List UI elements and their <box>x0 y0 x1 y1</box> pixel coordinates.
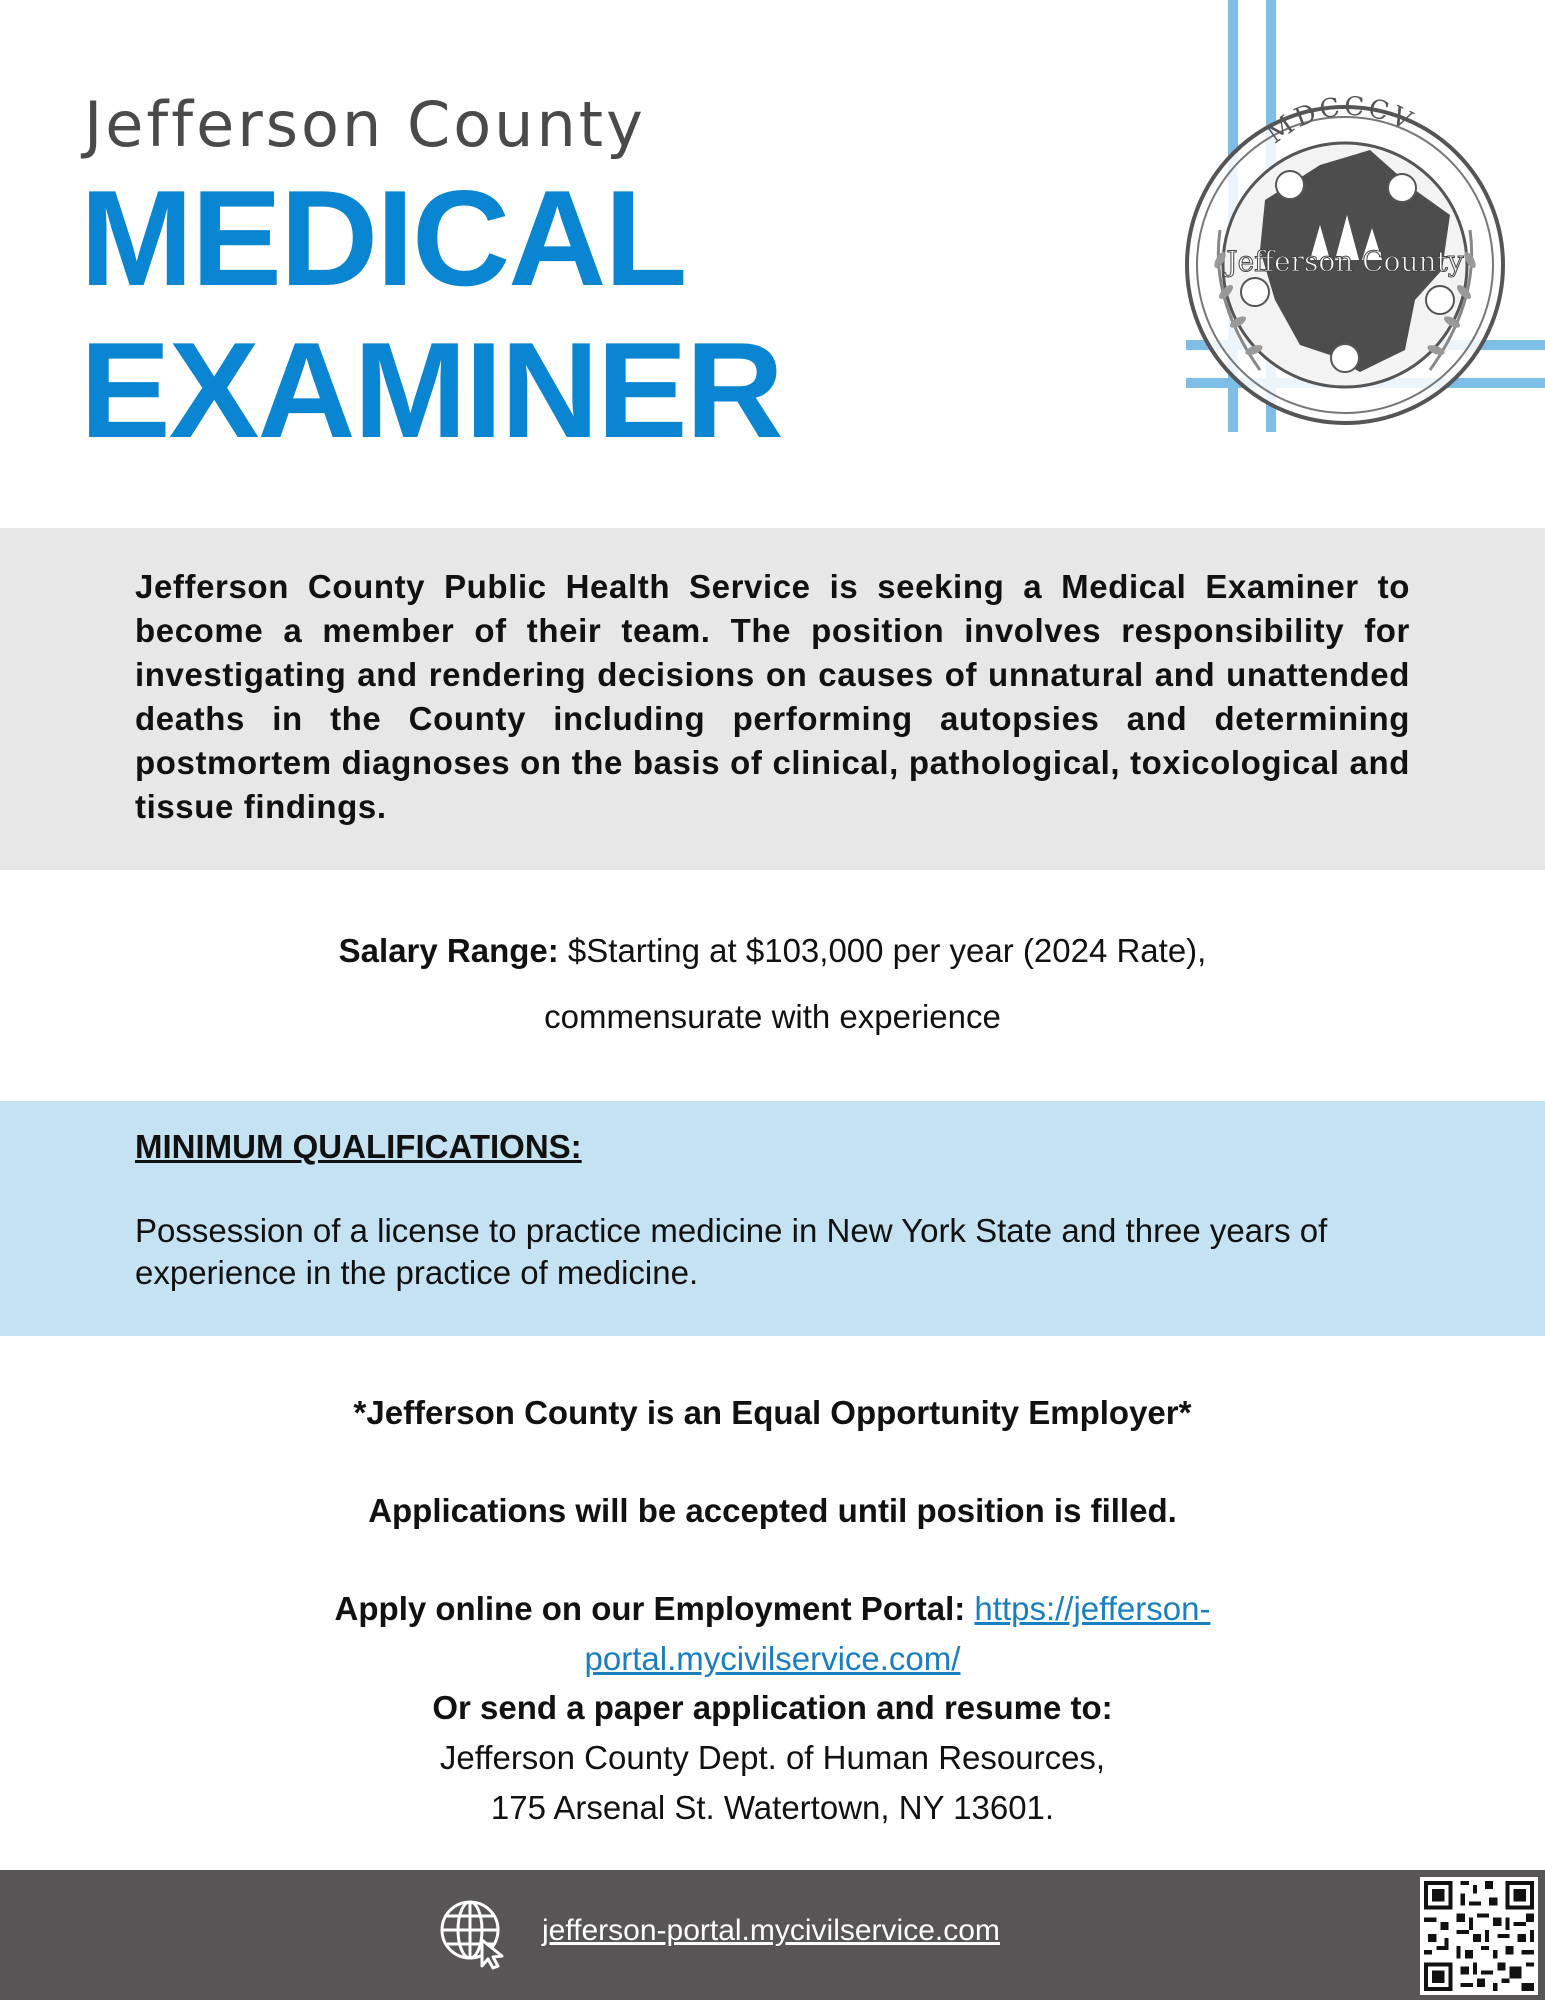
salary-note: commensurate with experience <box>544 998 1001 1035</box>
applications-statement: Applications will be accepted until position is filled. <box>368 1492 1177 1529</box>
page-title-line-2: EXAMINER <box>80 314 782 466</box>
county-seal-logo <box>1180 0 1545 440</box>
paper-application-label: Or send a paper application and resume to: <box>432 1689 1113 1726</box>
seal-top-text: MDCCCV <box>1260 91 1419 150</box>
salary-line <box>0 932 1545 970</box>
qr-code-icon[interactable] <box>1420 1877 1538 1995</box>
address-line-2: 175 Arsenal St. Watertown, NY 13601. <box>490 1789 1055 1826</box>
salary-label: Salary Range: <box>338 932 559 969</box>
apply-line <box>0 1590 1545 1628</box>
globe-cursor-icon <box>438 1898 510 1970</box>
portal-link-part-2[interactable]: portal.mycivilservice.com/ <box>584 1640 961 1677</box>
address-line-1: Jefferson County Dept. of Human Resources, <box>439 1739 1106 1776</box>
county-name: Jefferson County <box>84 88 646 161</box>
qualifications-text: Possession of a license to practice medicine in New York State and three years of experience in the practice of medicine. <box>135 1212 1328 1291</box>
portal-link-part-1[interactable]: https://jefferson- <box>974 1590 1211 1627</box>
equal-opportunity-statement: *Jefferson County is an Equal Opportunity Employer* <box>353 1394 1192 1431</box>
qualifications-heading: MINIMUM QUALIFICATIONS: <box>135 1128 582 1165</box>
seal-center-text: Jefferson County <box>1226 245 1464 278</box>
salary-value: $Starting at $103,000 per year (2024 Rate), <box>567 932 1207 969</box>
intro-paragraph: Jefferson County Public Health Service is seeking a Medical Examiner to become a member of their team. The position involves responsibility for investigating and rendering decisions on causes of unnatural and unattended deaths in the County including performing autopsies and determining postmortem diagnoses on the basis of clinical, pathological, toxicological and tissue findings. <box>135 568 1410 825</box>
footer-website-link[interactable]: jefferson-portal.mycivilservice.com <box>542 1914 1000 1947</box>
page-title-line-1: MEDICAL <box>80 162 686 314</box>
apply-label: Apply online on our Employment Portal: <box>334 1590 966 1627</box>
apply-link-line-2 <box>0 1640 1545 1678</box>
